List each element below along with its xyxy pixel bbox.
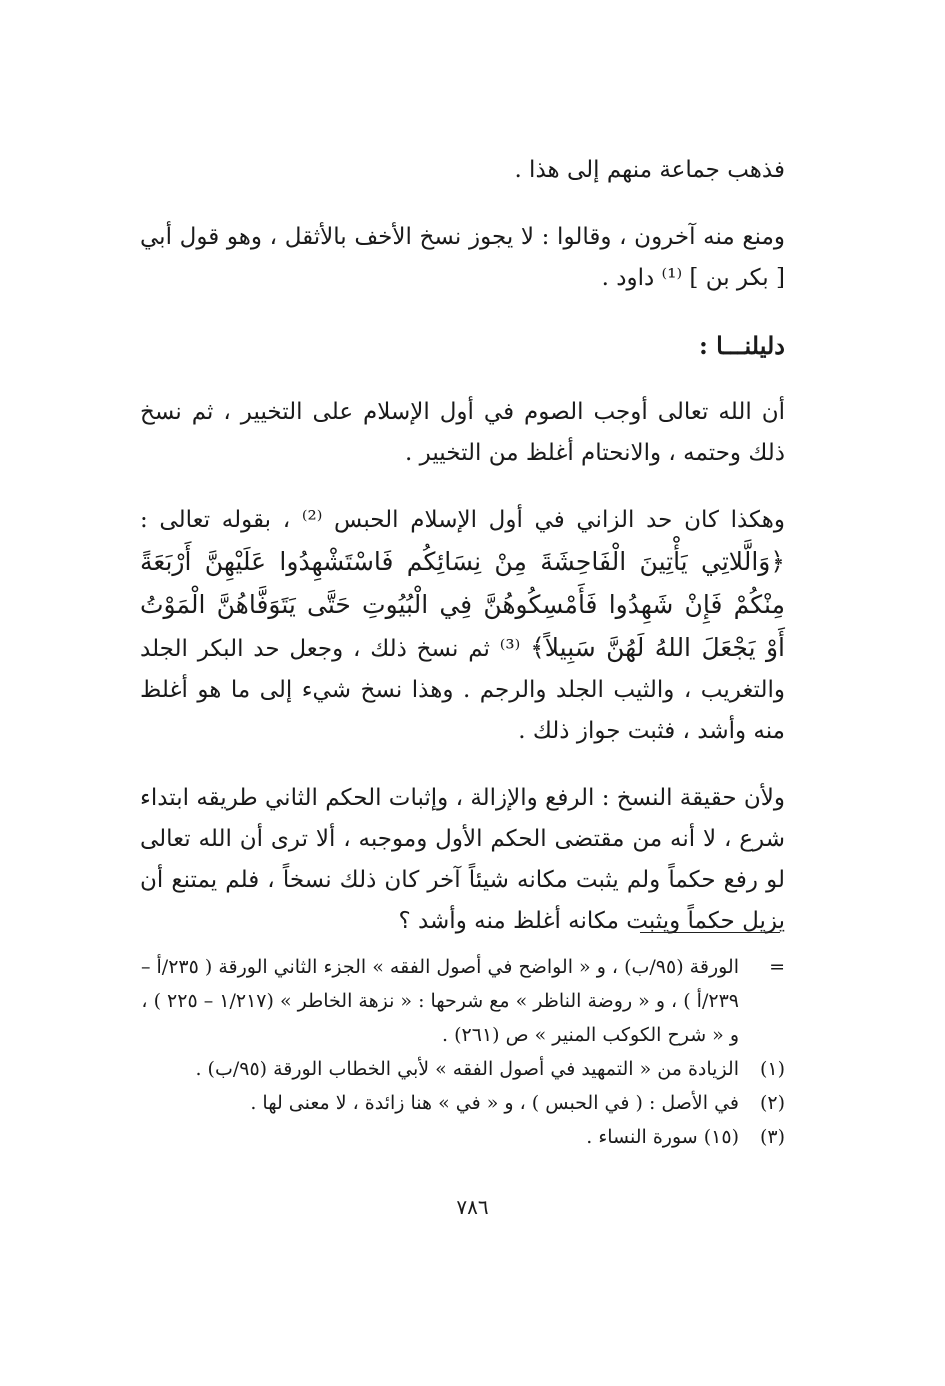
section-heading: دليلنـــا : bbox=[698, 331, 785, 360]
paragraph-3: أن الله تعالى أوجب الصوم في أول الإسلام على التخيير ، ثم نسخ ذلك وحتمه ، والانحتام أغلظ من التخيير . bbox=[140, 399, 785, 466]
footnotes bbox=[140, 950, 785, 1154]
paragraph-2: ومنع منه آخرون ، وقالوا : لا يجوز نسخ الأخف بالأثقل ، وهو قول أبي [ بكر بن ] ⁽¹⁾ داود . bbox=[140, 224, 785, 291]
footnote-text: الورقة (٩٥/ب) ، و « الواضح في أصول الفقه » الجزء الثاني الورقة ( ٢٣٥/أ – ٢٣٩/أ ) ، و « روضة الناظر » مع شرحها : « نزهة الخاطر » (١/٢١٧ – ٢٢٥ ) ، و « شرح الكوكب المنير » ص (٢٦١) . bbox=[140, 956, 739, 1046]
footnote-3 bbox=[140, 1120, 785, 1154]
footnote-mark: (٢) bbox=[759, 1092, 785, 1114]
footnote-text: في الأصل : ( في الحبس ) ، و « في » هنا زائدة ، لا معنى لها . bbox=[250, 1092, 739, 1114]
footnote-text: (١٥) سورة النساء . bbox=[586, 1126, 739, 1148]
quran-verse: ﴿وَالَّلاتِي يَأْتِينَ الْفَاحِشَةَ مِنْ نِسَائِكُم فَاسْتَشْهِدُوا عَلَيْهِنَّ أَرْبَعَةً مِنْكُمْ فَإِنْ شَهِدُوا فَأَمْسِكُوهُنَّ فِي الْبُيُوتِ حَتَّى يَتَوَفَّاهُنَّ الْمَوْتُ أَوْ يَجْعَلَ اللهُ لَهُنَّ سَبِيلاً﴾ bbox=[140, 547, 785, 662]
paragraph-4 bbox=[140, 500, 785, 752]
paragraph-4-intro: وهكذا كان حد الزاني في أول الإسلام الحبس ⁽²⁾ ، بقوله تعالى : bbox=[140, 507, 785, 533]
footnote-separator bbox=[640, 932, 780, 933]
page-number: ٧٨٦ bbox=[456, 1195, 489, 1219]
footnote-mark: (١) bbox=[759, 1058, 785, 1080]
footnote-continuation bbox=[140, 950, 785, 1052]
footnote-1 bbox=[140, 1052, 785, 1086]
footnote-mark: = bbox=[769, 956, 785, 978]
footnote-text: الزيادة من « التمهيد في أصول الفقه » لأبي الخطاب الورقة (٩٥/ب) . bbox=[195, 1058, 739, 1080]
footnote-mark: (٣) bbox=[759, 1126, 785, 1148]
paragraph-1: فذهب جماعة منهم إلى هذا . bbox=[514, 157, 785, 183]
paragraph-4-rest: ⁽³⁾ ثم نسخ ذلك ، وجعل حد البكر الجلد والتغريب ، والثيب الجلد والرجم . وهذا نسخ شيء إلى ما هو أغلظ منه وأشد ، فثبت جواز ذلك . bbox=[140, 636, 785, 744]
main-text bbox=[140, 150, 785, 942]
footnote-2 bbox=[140, 1086, 785, 1120]
paragraph-5: ولأن حقيقة النسخ : الرفع والإزالة ، وإثبات الحكم الثاني طريقه ابتداء شرع ، لا أنه من مقتضى الحكم الأول وموجبه ، ألا ترى أن الله تعالى لو رفع حكماً ولم يثبت مكانه شيئاً آخر كان ذلك نسخاً ، فلم يمتنع أن يزيل حكماً ويثبت مكانه أغلظ منه وأشد ؟ bbox=[140, 785, 785, 934]
